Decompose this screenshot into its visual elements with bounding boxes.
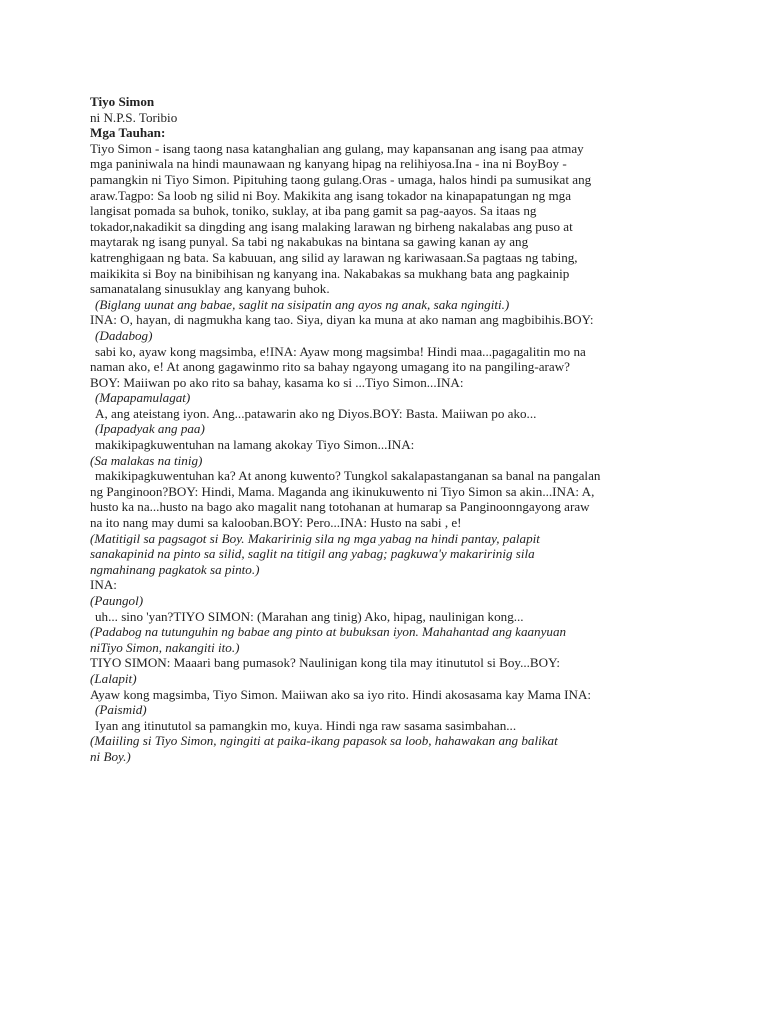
text-line: tokador,nakadikit sa dingding ang isang malaking larawan ng birheng nakalabas ang puso at bbox=[90, 218, 573, 234]
text-line: araw.Tagpo: Sa loob ng silid ni Boy. Makikita ang isang tokador na kinapapatungan ng mga bbox=[90, 187, 572, 203]
text-line: maytarak ng isang punyal. Sa tabi ng nakabukas na bintana sa gawing kanan ay ang bbox=[90, 234, 529, 250]
text-line: na ito nang may dumi sa kalooban.BOY: Pero...INA: Husto na sabi , e! bbox=[90, 515, 462, 531]
text-line: makikipagkuwentuhan ka? At anong kuwento? Tungkol sakalapastanganan sa banal na pangalan bbox=[95, 468, 601, 484]
text-line: (Dadabog) bbox=[95, 327, 153, 343]
text-line: naman ako, e! At anong gagawinmo rito sa bahay ngayong umagang ito na pangiling-araw? bbox=[90, 359, 570, 375]
text-line: (Ipapadyak ang paa) bbox=[95, 421, 205, 437]
text-line: (Paungol) bbox=[90, 593, 144, 608]
text-line: langisat pomada sa buhok, toniko, suklay, at iba pang gamit sa pag-aayos. Sa itaas ng bbox=[90, 203, 537, 219]
document-author: ni N.P.S. Toribio bbox=[90, 109, 178, 125]
characters-heading: Mga Tauhan: bbox=[90, 125, 166, 141]
text-line: makikipagkuwentuhan na lamang akokay Tiyo Simon...INA: bbox=[95, 437, 415, 453]
document-title: Tiyo Simon bbox=[90, 94, 155, 109]
text-line: ngmahinang pagkatok sa pinto.) bbox=[90, 561, 260, 577]
text-line: katrenghigaan ng bata. Sa kabuuan, ang silid ay larawan ng kariwasaan.Sa pagtaas ng tabing, bbox=[90, 249, 578, 265]
text-line: Tiyo Simon - isang taong nasa katanghalian ang gulang, may kapansanan ang isang paa atmay bbox=[90, 140, 584, 156]
text-line: Ayaw kong magsimba, Tiyo Simon. Maiiwan ako sa iyo rito. Hindi akosasama kay Mama INA: bbox=[90, 686, 592, 702]
text-line: maikikita si Boy na binibihisan ng kanyang ina. Nakabakas sa mukhang bata ang pagkainip bbox=[90, 265, 570, 281]
text-line: (Sa malakas na tinig) bbox=[90, 452, 203, 468]
text-line: uh... sino 'yan?TIYO SIMON: (Marahan ang tinig) Ako, hipag, naulinigan kong... bbox=[95, 608, 524, 624]
text-line: ng Panginoon?BOY: Hindi, Mama. Maganda ang ikinukuwento ni Tiyo Simon sa akin...INA: A, bbox=[90, 483, 595, 499]
text-line: (Maiiling si Tiyo Simon, ngingiti at paika-ikang papasok sa loob, hahawakan ang balikat bbox=[90, 733, 558, 749]
text-line: sabi ko, ayaw kong magsimba, e!INA: Ayaw mong magsimba! Hindi maa...pagagalitin mo na bbox=[95, 343, 586, 359]
document-page bbox=[90, 94, 690, 765]
text-line: TIYO SIMON: Maaari bang pumasok? Naulinigan kong tila may itinututol si Boy...BOY: bbox=[90, 655, 560, 671]
text-line: (Paismid) bbox=[95, 702, 147, 718]
text-line: ni Boy.) bbox=[90, 748, 131, 764]
text-line: INA: O, hayan, di nagmukha kang tao. Siya, diyan ka muna at ako naman ang magbibihis.BOY: bbox=[90, 312, 594, 328]
text-line: husto ka na...husto na bago ako magalit nang totohanan at humarap sa Panginoonngayong araw bbox=[90, 499, 590, 515]
text-line: sanakapinid na pinto sa silid, saglit na titigil ang yabag; pagkuwa'y makaririnig sila bbox=[90, 546, 535, 562]
text-line: samanatalang sinusuklay ang kanyang buhok. bbox=[90, 281, 330, 297]
document-body bbox=[90, 141, 690, 765]
text-line: Iyan ang itinututol sa pamangkin mo, kuya. Hindi nga raw sasama sasimbahan... bbox=[95, 717, 517, 733]
text-line: mga paniniwala na hindi maunawaan ng kanyang hipag na relihiyosa.Ina - ina ni BoyBoy - bbox=[90, 156, 567, 172]
text-line: pamangkin ni Tiyo Simon. Pipituhing taong gulang.Oras - umaga, halos hindi pa sumusikat ang bbox=[90, 171, 592, 187]
text-line: BOY: Maiiwan po ako rito sa bahay, kasama ko si ...Tiyo Simon...INA: bbox=[90, 374, 464, 390]
text-line: niTiyo Simon, nakangiti ito.) bbox=[90, 639, 240, 655]
text-line: (Matitigil sa pagsagot si Boy. Makaririnig sila ng mga yabag na hindi pantay, palapit bbox=[90, 530, 540, 546]
text-line: (Padabog na tutunguhin ng babae ang pinto at bubuksan iyon. Mahahantad ang kaanyuan bbox=[90, 624, 567, 640]
text-line: (Lalapit) bbox=[90, 670, 137, 686]
text-line: (Biglang uunat ang babae, saglit na sisipatin ang ayos ng anak, saka ngingiti.) bbox=[95, 296, 510, 312]
text-line: INA: bbox=[90, 577, 117, 593]
text-line: A, ang ateistang iyon. Ang...patawarin ako ng Diyos.BOY: Basta. Maiiwan po ako... bbox=[95, 405, 537, 421]
text-line: (Mapapamulagat) bbox=[95, 390, 191, 406]
